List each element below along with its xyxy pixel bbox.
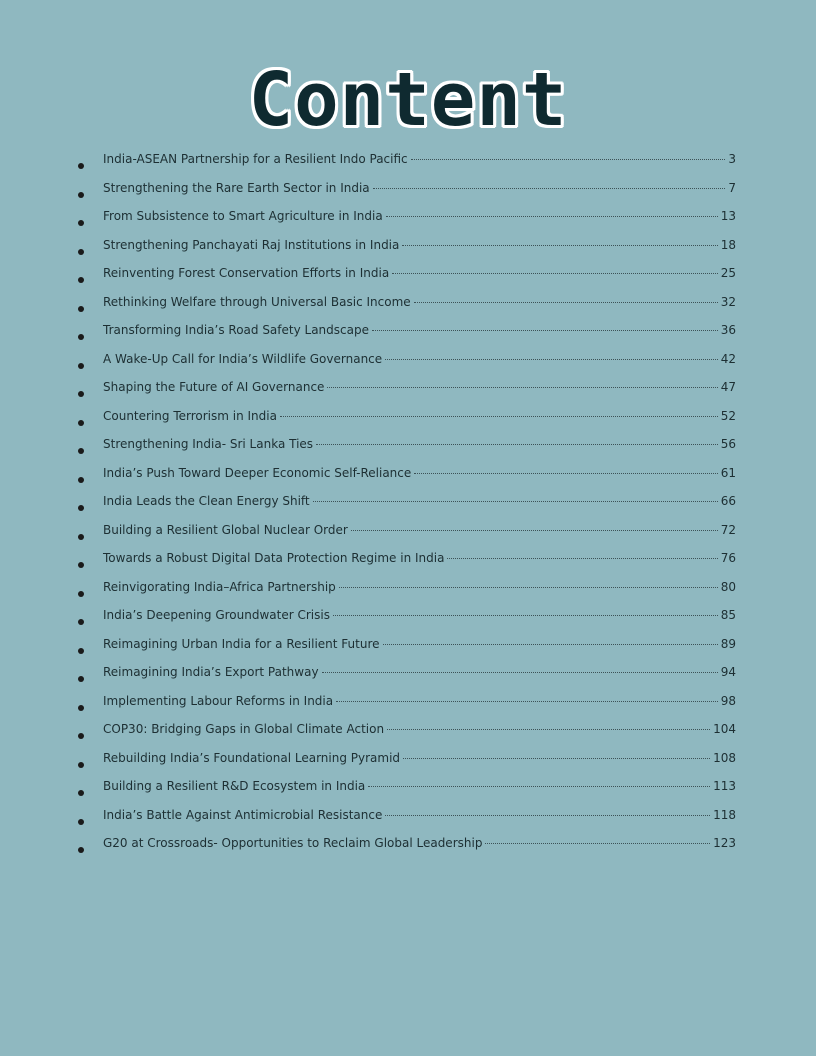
toc-entry-title: Strengthening India- Sri Lanka Ties	[103, 437, 314, 451]
toc-entry-page-number: 36	[720, 323, 736, 337]
dot-leader	[313, 501, 718, 502]
bullet-icon	[78, 619, 84, 625]
dot-leader	[372, 330, 718, 331]
toc-entry-title: Strengthening the Rare Earth Sector in India	[103, 180, 370, 195]
dot-leader	[392, 273, 718, 274]
toc-entry[interactable]	[78, 152, 736, 181]
dot-leader	[322, 672, 718, 673]
toc-entry[interactable]	[78, 722, 736, 751]
toc-entry[interactable]	[78, 466, 736, 495]
toc-entry-page-number: 25	[720, 266, 736, 280]
toc-entry-page-number: 13	[720, 209, 736, 223]
toc-entry[interactable]	[78, 295, 736, 324]
toc-entry[interactable]	[78, 694, 736, 723]
dot-leader	[411, 159, 726, 160]
dot-leader	[386, 216, 718, 217]
bullet-icon	[78, 249, 84, 255]
dot-leader	[385, 815, 710, 816]
toc-entry-title: India’s Push Toward Deeper Economic Self-Reliance	[103, 465, 412, 480]
toc-entry-title: From Subsistence to Smart Agriculture in India	[103, 209, 383, 223]
toc-entry[interactable]	[78, 608, 736, 637]
bullet-icon	[78, 334, 84, 340]
dot-leader	[414, 473, 717, 474]
toc-entry[interactable]	[78, 323, 736, 352]
toc-entry-page-number: 18	[720, 237, 736, 252]
toc-entry-page-number: 98	[720, 693, 736, 708]
toc-entry-page-number: 61	[720, 465, 736, 480]
toc-entry-title: Reinvigorating India–Africa Partnership	[103, 579, 336, 594]
dot-leader	[351, 530, 718, 531]
toc-entry-page-number: 7	[728, 180, 736, 195]
bullet-icon	[78, 847, 84, 853]
bullet-icon	[78, 420, 84, 426]
page-title: Content	[248, 57, 568, 143]
toc-entry-title: Reimagining India’s Export Pathway	[103, 665, 319, 679]
toc-entry-page-number: 3	[728, 152, 736, 166]
toc-entry[interactable]	[78, 836, 736, 865]
toc-entry[interactable]	[78, 523, 736, 552]
toc-entry-page-number: 52	[720, 408, 736, 423]
toc-entry[interactable]	[78, 209, 736, 238]
bullet-icon	[78, 648, 84, 654]
toc-entry-page-number: 85	[720, 608, 736, 622]
toc-entry-page-number: 104	[713, 722, 736, 736]
dot-leader	[333, 615, 718, 616]
toc-entry[interactable]	[78, 551, 736, 580]
bullet-icon	[78, 790, 84, 796]
table-of-contents	[78, 152, 736, 865]
toc-entry[interactable]	[78, 751, 736, 780]
bullet-icon	[78, 477, 84, 483]
bullet-icon	[78, 534, 84, 540]
bullet-icon	[78, 363, 84, 369]
bullet-icon	[78, 591, 84, 597]
toc-entry[interactable]	[78, 380, 736, 409]
bullet-icon	[78, 163, 84, 169]
toc-entry-page-number: 66	[720, 494, 736, 508]
toc-entry[interactable]	[78, 637, 736, 666]
toc-entry-page-number: 56	[720, 437, 736, 451]
bullet-icon	[78, 733, 84, 739]
toc-entry-title: India’s Deepening Groundwater Crisis	[103, 608, 330, 622]
toc-entry-title: Rebuilding India’s Foundational Learning Pyramid	[103, 750, 401, 765]
toc-entry-title: A Wake-Up Call for India’s Wildlife Governance	[103, 351, 383, 366]
bullet-icon	[78, 448, 84, 454]
bullet-icon	[78, 762, 84, 768]
toc-entry-title: Strengthening Panchayati Raj Institutions in India	[103, 237, 400, 252]
toc-entry[interactable]	[78, 808, 736, 837]
toc-entry-page-number: 108	[713, 750, 736, 765]
toc-entry[interactable]	[78, 437, 736, 466]
bullet-icon	[78, 505, 84, 511]
toc-entry-title: Building a Resilient R&D Ecosystem in India	[103, 779, 366, 793]
toc-entry-title: India Leads the Clean Energy Shift	[103, 494, 310, 508]
toc-entry-page-number: 42	[720, 351, 736, 366]
toc-entry-page-number: 123	[713, 836, 736, 850]
toc-entry-page-number: 113	[713, 779, 736, 793]
bullet-icon	[78, 562, 84, 568]
dot-leader	[339, 587, 718, 588]
toc-entry-title: Implementing Labour Reforms in India	[103, 693, 334, 708]
dot-leader	[403, 758, 710, 759]
dot-leader	[385, 359, 718, 360]
toc-entry[interactable]	[78, 352, 736, 381]
dot-leader	[373, 188, 726, 189]
dot-leader	[414, 302, 718, 303]
dot-leader	[280, 416, 718, 417]
toc-entry[interactable]	[78, 580, 736, 609]
toc-entry-title: COP30: Bridging Gaps in Global Climate Action	[103, 722, 385, 736]
bullet-icon	[78, 277, 84, 283]
toc-entry-page-number: 94	[720, 665, 736, 679]
toc-entry-page-number: 89	[720, 636, 736, 651]
toc-entry-title: Transforming India’s Road Safety Landscape	[103, 323, 369, 337]
bullet-icon	[78, 391, 84, 397]
toc-entry-title: India-ASEAN Partnership for a Resilient Indo Pacific	[103, 152, 408, 166]
toc-entry-title: Rethinking Welfare through Universal Basic Income	[103, 294, 411, 309]
toc-entry-title: Reimagining Urban India for a Resilient Future	[103, 636, 380, 651]
dot-leader	[485, 843, 710, 844]
toc-entry[interactable]	[78, 665, 736, 694]
dot-leader	[368, 786, 710, 787]
dot-leader	[336, 701, 718, 702]
bullet-icon	[78, 192, 84, 198]
bullet-icon	[78, 306, 84, 312]
toc-entry[interactable]	[78, 779, 736, 808]
dot-leader	[327, 387, 717, 388]
toc-entry-title: Countering Terrorism in India	[103, 408, 277, 423]
dot-leader	[383, 644, 718, 645]
toc-entry[interactable]	[78, 409, 736, 438]
bullet-icon	[78, 819, 84, 825]
toc-entry-title: Building a Resilient Global Nuclear Order	[103, 522, 348, 537]
toc-entry-title: Reinventing Forest Conservation Efforts in India	[103, 266, 390, 280]
bullet-icon	[78, 676, 84, 682]
toc-entry[interactable]	[78, 238, 736, 267]
toc-entry-title: Shaping the Future of AI Governance	[103, 380, 325, 394]
toc-entry-title: India’s Battle Against Antimicrobial Resistance	[103, 807, 383, 822]
dot-leader	[316, 444, 718, 445]
toc-entry-title: Towards a Robust Digital Data Protection Regime in India	[103, 551, 445, 565]
toc-entry-page-number: 80	[720, 579, 736, 594]
toc-entry-page-number: 47	[720, 380, 736, 394]
bullet-icon	[78, 705, 84, 711]
toc-entry-page-number: 118	[713, 807, 736, 822]
dot-leader	[387, 729, 710, 730]
dot-leader	[447, 558, 717, 559]
toc-entry-page-number: 76	[720, 551, 736, 565]
bullet-icon	[78, 220, 84, 226]
toc-entry[interactable]	[78, 494, 736, 523]
toc-entry[interactable]	[78, 266, 736, 295]
toc-entry-title: G20 at Crossroads- Opportunities to Reclaim Global Leadership	[103, 836, 483, 850]
toc-entry-page-number: 72	[720, 522, 736, 537]
toc-entry[interactable]	[78, 181, 736, 210]
dot-leader	[402, 245, 717, 246]
toc-entry-page-number: 32	[720, 294, 736, 309]
